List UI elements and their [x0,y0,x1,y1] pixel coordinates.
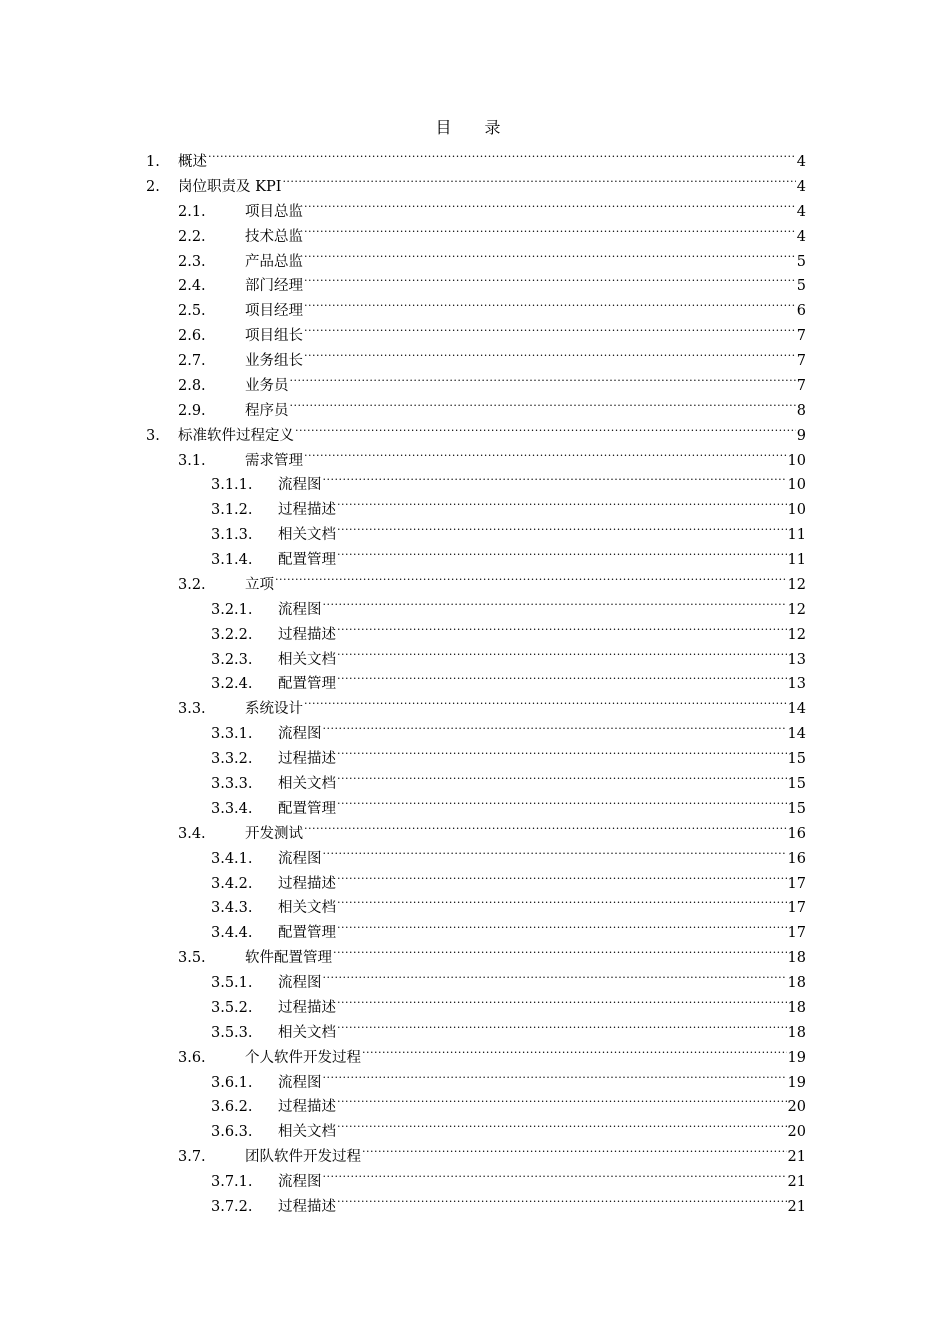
toc-entry-title: 项目总监 [245,203,303,220]
toc-entry-number: 3.1.2. [211,502,253,519]
toc-entry-page: 12 [787,576,806,593]
toc-dot-leader [362,1037,787,1062]
toc-entry-number: 3.4.2. [211,875,253,892]
toc-entry-number: 2. [146,178,160,195]
toc-entry[interactable] [211,1012,806,1041]
toc-dot-leader [275,564,787,589]
toc-entry-page: 7 [796,353,806,370]
toc-entry[interactable] [211,1062,806,1091]
toc-dot-leader [323,713,787,738]
toc-entry-page: 17 [787,900,806,917]
toc-entry-title: 业务组长 [245,353,303,370]
toc-dot-leader [304,290,796,315]
toc-dot-leader [337,663,787,688]
toc-dot-leader [323,1062,787,1087]
toc-entry-page: 18 [787,999,806,1016]
toc-entry-page: 8 [796,402,806,419]
toc-entry[interactable] [211,962,806,992]
toc-title: 目 录 [435,118,515,137]
toc-entry-number: 2.2. [178,228,206,245]
toc-entry-title: 立项 [245,576,274,593]
toc-entry-page: 19 [787,1049,806,1066]
toc-entry-number: 3.1.1. [211,477,253,494]
toc-entry-number: 2.5. [178,303,206,320]
toc-entry-title: 配置管理 [278,925,336,942]
toc-entry-page: 11 [787,552,806,569]
toc-entry-number: 3.4.4. [211,925,253,942]
toc-entry-page: 12 [787,626,806,643]
toc-dot-leader [337,1186,787,1211]
toc-entry-page: 4 [796,203,806,220]
toc-entry[interactable] [211,738,806,768]
toc-entry-number: 3.2.4. [211,676,253,693]
toc-entry-page: 21 [787,1149,806,1166]
toc-dot-leader [304,265,796,290]
toc-entry-page: 5 [796,253,806,270]
toc-dot-leader [337,514,787,539]
toc-entry[interactable] [211,1111,806,1141]
toc-entry[interactable] [211,514,806,544]
toc-entry-title: 团队软件开发过程 [245,1149,361,1166]
toc-entry-page: 7 [796,328,806,345]
toc-dot-leader [337,912,787,937]
toc-entry[interactable] [211,887,806,917]
toc-dot-leader [337,614,787,639]
toc-entry-number: 3.5.3. [211,1024,253,1041]
toc-entry-number: 1. [146,154,160,170]
toc-dot-leader [337,863,787,888]
toc-entry-title: 过程描述 [278,875,336,892]
toc-entry-page: 15 [787,751,806,768]
toc-entry[interactable] [178,1136,806,1166]
toc-entry-title: 过程描述 [278,502,336,519]
toc-entry-page: 13 [787,651,806,668]
toc-entry[interactable] [178,365,806,394]
toc-entry-page: 5 [796,278,806,295]
toc-dot-leader [282,166,795,191]
toc-entry-title: 过程描述 [278,1099,336,1116]
toc-entry-number: 2.6. [178,328,206,345]
toc-entry-page: 20 [787,1124,806,1141]
toc-entry-number: 3.5.2. [211,999,253,1016]
toc-entry-page: 21 [787,1174,806,1191]
toc-dot-leader [337,639,787,664]
toc-entry[interactable] [178,241,806,270]
toc-entry[interactable] [211,489,806,519]
toc-entry-title: 需求管理 [245,452,303,469]
toc-entry[interactable] [178,564,806,593]
toc-entry-title: 相关文档 [278,776,336,792]
toc-entry-number: 2.3. [178,253,206,270]
toc-entry[interactable] [211,763,806,792]
toc-dot-leader [295,415,796,440]
toc-entry-title: 技术总监 [245,228,303,245]
toc-entry-title: 业务员 [245,377,289,394]
toc-entry-title: 流程图 [278,1174,322,1191]
toc-dot-leader [304,688,787,713]
toc-dot-leader [290,365,796,390]
toc-entry-page: 16 [787,850,806,867]
toc-entry[interactable] [211,863,806,892]
toc-entry[interactable] [178,390,806,419]
toc-entry[interactable] [178,340,806,370]
toc-entry-number: 3.1.3. [211,527,253,544]
toc-entry-number: 3. [146,427,160,444]
toc-entry-number: 3.7.2. [211,1198,253,1215]
toc-entry-number: 3.6.2. [211,1099,253,1116]
toc-entry-number: 2.4. [178,278,206,295]
toc-entry-number: 3.7.1. [211,1174,253,1191]
toc-entry-number: 3.3.2. [211,751,253,768]
toc-dot-leader [323,962,787,987]
toc-entry-title: 岗位职责及 KPI [178,178,282,195]
toc-entry-title: 过程描述 [278,626,336,643]
toc-entry-number: 3.3.1. [211,726,253,743]
toc-entry[interactable] [211,987,806,1016]
toc-entry-page: 18 [787,950,806,967]
toc-dot-leader [304,340,796,365]
toc-entry-number: 3.3.4. [211,800,253,817]
toc-dot-leader [337,887,787,912]
toc-entry-number: 3.2.2. [211,626,253,643]
toc-entry-title: 配置管理 [278,552,336,569]
toc-dot-leader [290,390,796,415]
toc-entry-title: 产品总监 [245,253,303,270]
toc-entry-number: 3.1. [178,452,206,469]
toc-entry[interactable] [211,1186,806,1215]
toc-entry-number: 3.1.4. [211,552,253,569]
toc-dot-leader [304,813,787,838]
toc-entry-title: 流程图 [278,477,322,494]
toc-entry[interactable] [178,1037,806,1066]
toc-entry-title: 部门经理 [245,278,303,295]
toc-entry-number: 3.3. [178,701,206,718]
toc-dot-leader [323,838,787,863]
toc-entry-page: 6 [796,303,806,320]
toc-entry[interactable] [211,663,806,693]
toc-entry-title: 相关文档 [278,900,336,917]
toc-dot-leader [304,216,796,241]
toc-entry-title: 相关文档 [278,1124,336,1141]
toc-entry[interactable] [211,539,806,569]
toc-entry[interactable] [146,141,806,170]
toc-entry-page: 4 [796,154,806,170]
toc-entry-page: 10 [787,477,806,494]
toc-entry-number: 2.8. [178,377,206,394]
toc-dot-leader [337,987,787,1012]
toc-entry[interactable] [211,838,806,867]
toc-dot-leader [208,141,796,166]
toc-entry-number: 3.2.1. [211,601,253,618]
toc-entry[interactable] [211,1161,806,1191]
toc-entry[interactable] [178,290,806,320]
toc-entry-title: 相关文档 [278,527,336,544]
toc-entry[interactable] [211,614,806,643]
toc-entry-page: 12 [787,601,806,618]
toc-entry-page: 16 [787,825,806,842]
toc-entry-number: 3.7. [178,1149,206,1166]
toc-entry-title: 过程描述 [278,1198,336,1215]
toc-entry[interactable] [211,788,806,817]
toc-entry-number: 2.1. [178,203,206,220]
toc-entry-title: 相关文档 [278,651,336,668]
toc-dot-leader [323,464,787,489]
toc-entry-page: 18 [787,1024,806,1041]
toc-entry-number: 2.7. [178,353,206,370]
toc-dot-leader [304,241,796,266]
toc-entry-page: 7 [796,377,806,394]
toc-dot-leader [337,539,787,564]
toc-entry-title: 程序员 [245,402,289,419]
toc-entry-number: 3.3.3. [211,776,253,792]
toc-entry[interactable] [178,937,806,967]
toc-entry-number: 3.4. [178,825,206,842]
toc-dot-leader [304,440,787,465]
toc-entry-number: 3.6.3. [211,1124,253,1141]
toc-dot-leader [304,315,796,340]
toc-entry-page: 17 [787,875,806,892]
toc-entry[interactable] [211,639,806,668]
toc-dot-leader [337,738,787,763]
toc-entry-title: 配置管理 [278,676,336,693]
toc-entry-number: 3.2. [178,576,206,593]
toc-entry-page: 10 [787,452,806,469]
toc-entry-number: 3.5.1. [211,975,253,992]
toc-dot-leader [333,937,787,962]
toc-entry[interactable] [146,415,806,444]
toc-entry[interactable] [178,216,806,245]
toc-entry[interactable] [178,265,806,295]
toc-entry-page: 10 [787,502,806,519]
toc-entry[interactable] [211,589,806,618]
toc-entry-title: 流程图 [278,975,322,992]
toc-entry-title: 开发测试 [245,825,303,842]
toc-dot-leader [337,1086,787,1111]
toc-dot-leader [362,1136,787,1161]
toc-entry-page: 15 [787,800,806,817]
toc-entry-page: 21 [787,1198,806,1215]
toc-entry-title: 项目经理 [245,303,303,320]
toc-entry-page: 11 [787,527,806,544]
toc-entry-number: 3.6. [178,1049,206,1066]
toc-entry[interactable] [178,813,806,842]
toc-entry-title: 过程描述 [278,999,336,1016]
toc-entry-title: 概述 [178,154,207,170]
toc-entry-page: 9 [796,427,806,444]
toc-entry-page: 15 [787,776,806,792]
toc-dot-leader [323,1161,787,1186]
toc-entry-number: 3.5. [178,950,206,967]
toc-entry[interactable] [178,440,806,469]
toc-entry-title: 项目组长 [245,328,303,345]
toc-dot-leader [337,1111,787,1136]
toc-dot-leader [337,489,787,514]
toc-entry[interactable] [178,688,806,718]
toc-entry-page: 18 [787,975,806,992]
toc-entry-page: 19 [787,1074,806,1091]
toc-entry-title: 软件配置管理 [245,950,332,967]
toc-entry-page: 20 [787,1099,806,1116]
toc-dot-leader [337,763,787,788]
toc-entry-number: 3.4.3. [211,900,253,917]
toc-entry-title: 过程描述 [278,751,336,768]
toc-entry-title: 相关文档 [278,1024,336,1041]
toc-entry[interactable] [146,166,806,195]
toc-entry[interactable] [211,912,806,942]
toc-entry-number: 3.4.1. [211,850,253,867]
toc-entry[interactable] [211,713,806,743]
toc-entry[interactable] [178,315,806,345]
toc-entry-title: 配置管理 [278,800,336,817]
toc-entry-page: 14 [787,701,806,718]
toc-entry[interactable] [178,191,806,220]
toc-entry-page: 4 [796,228,806,245]
toc-entry[interactable] [211,464,806,494]
toc-dot-leader [337,1012,787,1037]
toc-entry-page: 13 [787,676,806,693]
toc-entry[interactable] [211,1086,806,1116]
toc-entry-page: 17 [787,925,806,942]
toc-entry-title: 系统设计 [245,701,303,718]
toc-dot-leader [304,191,796,216]
toc-entry-title: 标准软件过程定义 [178,427,294,444]
toc-entry-title: 个人软件开发过程 [245,1049,361,1066]
toc-entry-number: 2.9. [178,402,206,419]
toc-entry-number: 3.6.1. [211,1074,253,1091]
toc-entry-title: 流程图 [278,850,322,867]
toc-entry-title: 流程图 [278,726,322,743]
toc-dot-leader [337,788,787,813]
toc-entry-number: 3.2.3. [211,651,253,668]
toc-entry-title: 流程图 [278,601,322,618]
toc-entry-page: 14 [787,726,806,743]
toc-entry-title: 流程图 [278,1074,322,1091]
toc-entry-page: 4 [796,178,806,195]
toc-dot-leader [323,589,787,614]
